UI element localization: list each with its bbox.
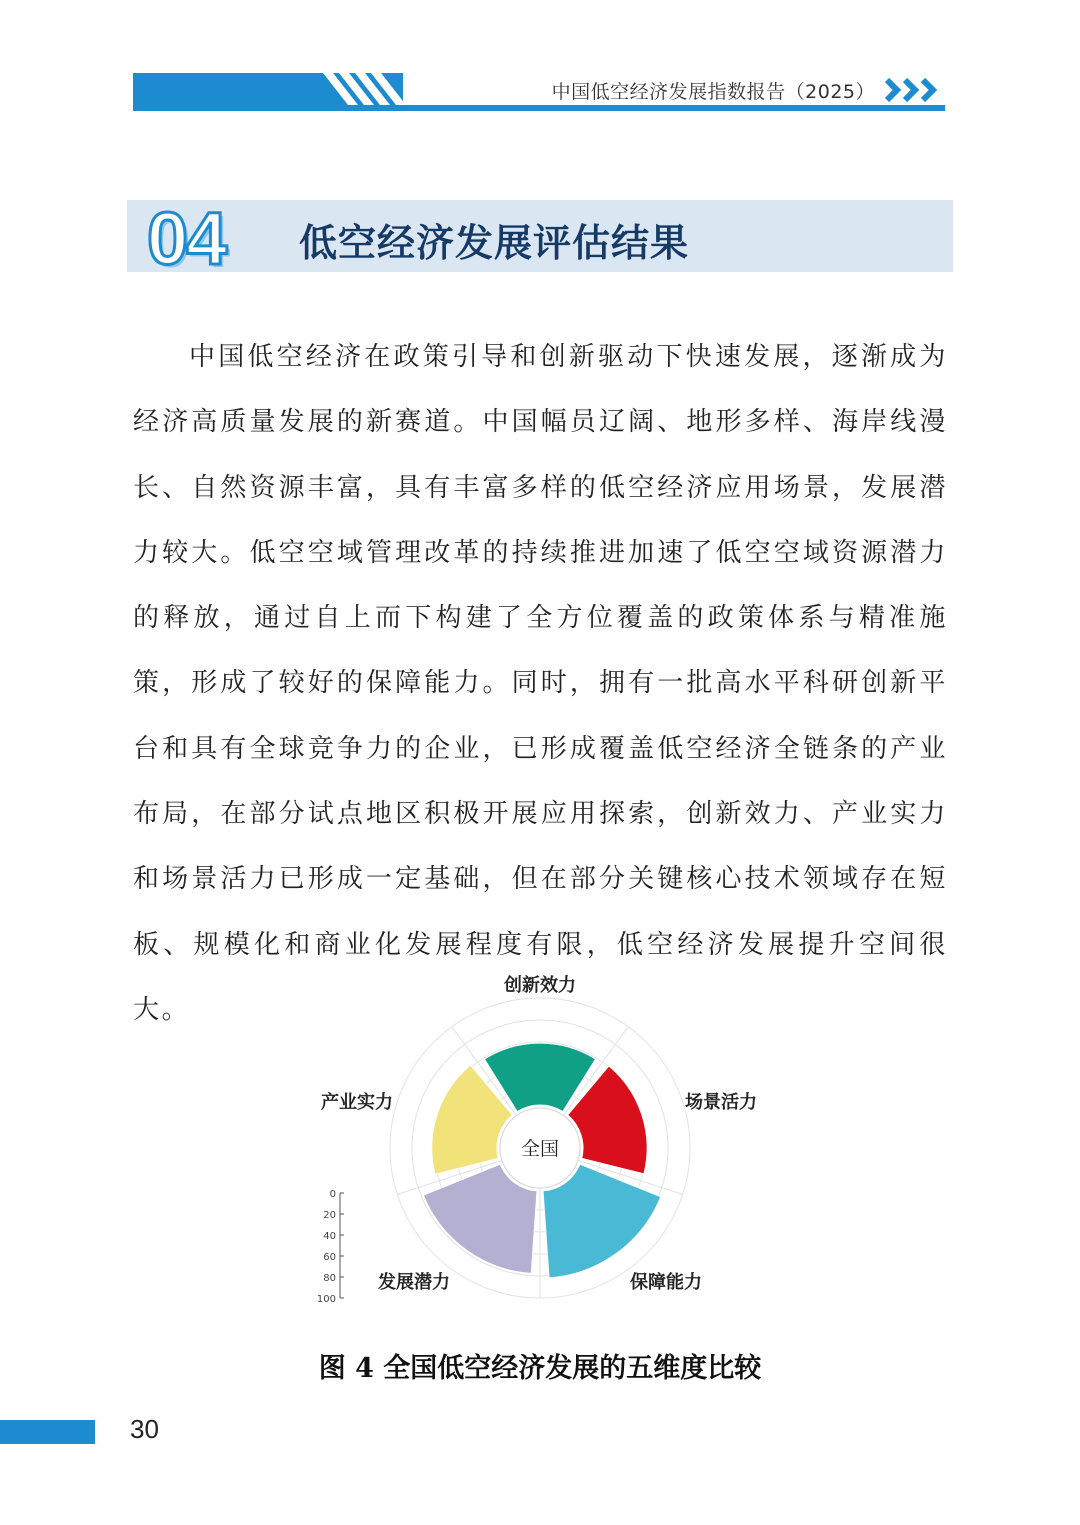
category-label: 保障能力 — [630, 1272, 702, 1293]
page-number: 30 — [130, 1414, 159, 1444]
report-title: 中国低空经济发展指数报告（2025） — [551, 81, 875, 103]
section-heading — [127, 197, 953, 280]
category-label: 发展潜力 — [378, 1272, 450, 1293]
header-underline — [133, 105, 945, 111]
radial-axis-tick-label: 20 — [323, 1210, 336, 1221]
five-dimension-radial-chart — [300, 965, 780, 1315]
category-label: 创新效力 — [504, 975, 576, 996]
running-header — [133, 73, 945, 111]
center-label: 全国 — [520, 1138, 560, 1160]
body-paragraph: 中国低空经济在政策引导和创新驱动下快速发展，逐渐成为经济高质量发展的新赛道。中国幅员辽阔、地形多样、海岸线漫长、自然资源丰富，具有丰富多样的低空经济应用场景，发展潜力较大。低空空域管理改革的持续推进加速了低空空域资源潜力的释放，通过自上而下构建了全方位覆盖的政策体系与精准施策，形成了较好的保障能力。同时，拥有一批高水平科研创新平台和具有全球竞争力的企业，已形成覆盖低空经济全链条的产业布局，在部分试点地区积极开展应用探索，创新效力、产业实力和场景活力已形成一定基础，但在部分关键核心技术领域存在短板、规模化和商业化发展程度有限，低空经济发展提升空间很大。 — [133, 342, 948, 1025]
radial-axis-tick-label: 40 — [323, 1231, 336, 1242]
category-label: 产业实力 — [321, 1092, 393, 1113]
chevrons-right-icon — [883, 77, 945, 103]
radial-axis-tick-label: 0 — [329, 1189, 336, 1200]
radial-axis-tick-label: 100 — [316, 1294, 336, 1305]
radial-axis-tick-label: 60 — [323, 1252, 336, 1263]
figure-caption: 图 4 全国低空经济发展的五维度比较 — [318, 1353, 762, 1384]
radial-axis-tick-label: 80 — [323, 1273, 336, 1284]
section-title: 低空经济发展评估结果 — [299, 221, 690, 265]
footer-accent-bar — [0, 1420, 95, 1444]
category-label: 场景活力 — [685, 1092, 757, 1113]
section-number: 04 — [147, 197, 226, 280]
